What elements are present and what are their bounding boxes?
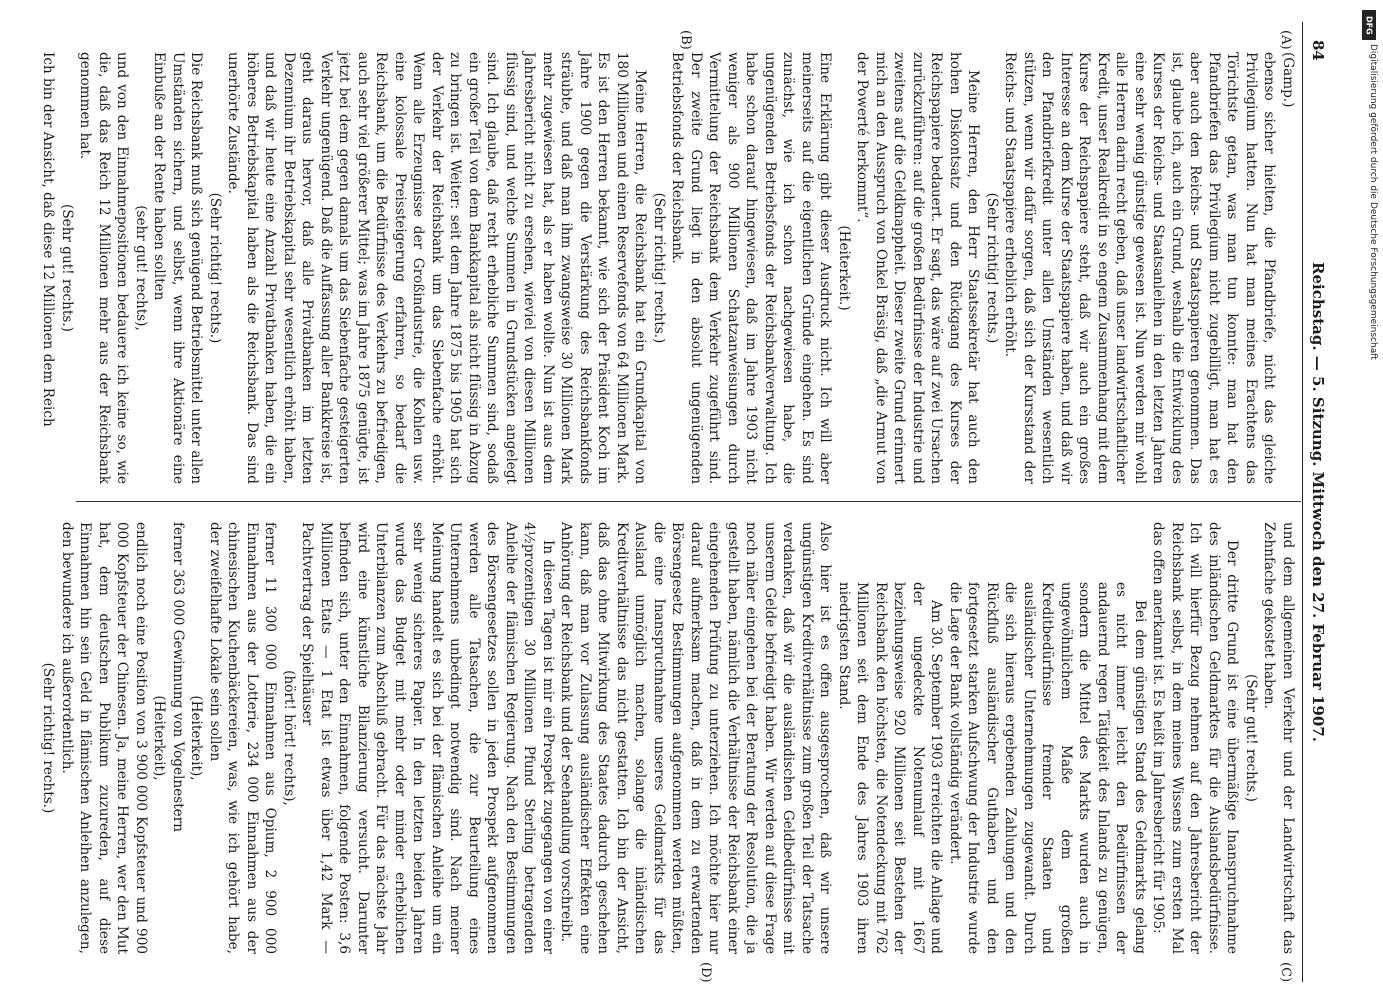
column-divider (76, 501, 1301, 502)
margin-marker-d: (D) (698, 962, 713, 983)
paragraph: endlich noch eine Position von 3 900 000 Kopfsteuer und 900 000 Kopfsteuer der Chinesen. Ja, meine Herren, wer den Mut hat, dem deutschen Publikum zuzureden, auf diese Einnahmen hin sein Geld in flämischen Anleihen anzulegen, den bewundere ich außerordentlich. (59, 522, 149, 954)
paragraph: Ich bin der Ansicht, daß diese 12 Millionen dem Reich (40, 52, 57, 427)
interjection: (Heiterkeit), (151, 695, 168, 781)
paragraph: Meine Herren, den Herr Staatssekretär hat auch den hohen Diskontsatz und den Rückgang des Kurses der Reichspapiere bedauert. Er sagt, das wäre auf zwei Ursachen zurückzuführen: auf die großen Bedürfnisse der Industrie und zweitens auf die Geldknappheit. Dieser zweite Grund erinnert mich an den Ausspruch von Onkel Bräsig, daß „die Armut von der Powerté herkommt“. (854, 52, 982, 484)
dfg-logo: DFG (1362, 10, 1376, 40)
page-title: Reichstag. — 5. Sitzung. Mittwoch den 27. Februar 1907. (1309, 262, 1327, 742)
dfg-sidebar (1360, 8, 1380, 998)
interjection: (sehr gut! rechts), (133, 205, 149, 331)
paragraph: Die Reichsbank muß sich genügend Betriebsmittel unter allen Umständen sichern, und selbst, wenn ihre Aktionäre eine Einbuße an der Rente haben sollten (151, 52, 205, 484)
margin-marker-a: (A) (1278, 30, 1293, 50)
paragraph: Also hier ist es offen ausgesprochen, daß wir unsere ungünstigen Kreditverhältnisse zum großen Teil der Tatsache verdanken, daß wir die ausländischen Geldbedürfnisse mit unserem Gelde befriedigt haben. Wir werden auf diese Frage noch näher eingehen bei der Beratung der Resolution, die ja gestellt haben, nämlich die Verhältnisse der Reichsbank einer eingehenden Prüfung zu unterziehen. Ich möchte hier nur darauf aufmerksam machen, daß in dem zu erwartenden Börsengesetz Bestimmungen aufgenommen werden müßten, die eine Inanspruchnahme unseres Geldmarkts für das Ausland unmöglich machen, solange die inländischen Kreditverhältnisse das nicht gestatten. Ich bin der Ansicht, daß das ohne Mitwirkung des Staates dadurch geschehen kann, daß man vor Zulassung ausländischer Effekten eine Anhörung der Reichsbank und der Seehandlung vorschreibt. (558, 522, 834, 954)
paragraph: Meine Herren, die Reichsbank hat ein Grundkapital von 180 Millionen und einen Reservefonds von 64 Millionen Mark. Es ist den Herren bekannt, wie sich der Präsident Koch im Jahre 1900 gegen die Verstärkung des Reichsbankfonds sträubte, und daß man ihm zwangsweise 30 Millionen Mark mehr zugewiesen hat, als er haben wollte. Nun ist aus dem Jahresbericht nicht zu ersehen, wieviel von diesen Millionen flüssig sind, und welche Summen in Grundstücken angelegt sind. Ich glaube, daß recht erhebliche Summen sind, sodaß ein großer Teil von dem Bankkapital als nicht flüssig in Abzug zu bringen ist. Weiter: seit dem Jahre 1875 bis 1905 hat sich der Verkehr der Reichsbank um das Siebenfache erhöht. Wenn alle Erzeugnisse der Großindustrie, die Kohlen usw. eine kolossale Preissteigerung erfahren, so bedarf die Reichsbank, um die Bedürfnisse des Verkehrs zu befriedigen, auch sehr viel größerer Mittel; was im Jahre 1875 genügte, ist jetzt bei dem gegen damals um das Siebenfache gesteigerten Verkehr ungenügend. Daß die Auffassung aller Bankkreise ist, geht daraus hervor, daß alle Privatbanken im letzten Dezennium ihr Betriebskapital sehr wesentlich erhöht haben, und daß wir heute eine Anzahl Privatbanken haben, die ein höheres Betriebskapital haben als die Reichsbank. Das sind unerhörte Zustände. (225, 52, 649, 484)
newspaper-page (33, 22, 1333, 982)
interjection: (Sehr richtig! rechts.) (207, 192, 223, 344)
interjection: (Heiterkeit), (188, 695, 205, 781)
interjection: (Heiterkeit.) (836, 225, 852, 311)
paragraph: ebenso sicher hielten, die Pfandbriefe, nicht das gleiche Privilegium hatten. Nun hat man meines Erachtens das Törichtste getan, was man tun konnte: man hat den Pfandbriefen das Privilegium nicht zugebilligt, man hat es aber auch den Reichs- und Staatspapieren genommen. Das ist, glaube ich, auch ein Grund, weshalb die Entwicklung des Kurses der Reichs- und Staatsanleihen in den letzten Jahren eine sehr wenig günstige gewesen ist. Nun werden mir wohl alle Herren darin recht geben, daß unser landwirtschaftlicher Kredit, unser Realkredit in so engem Zusammenhang mit dem Kurse der Reichspapiere steht, daß wir auch ein großes Interesse an dem Kurse der Staatspapiere haben, und daß wir den Pfandbriefkredit unter allen Umständen wesentlich stützen, wenn wir dafür sorgen, daß sich der Kursstand der Reichs- und Staatspapiere erheblich erhöht. (1002, 52, 1278, 484)
dfg-funding-notice: Digitalisierung gefördert durch die Deutsche Forschungsgemeinschaft (1368, 44, 1378, 360)
margin-marker-c: (C) (1278, 962, 1293, 983)
paragraph: Am 30. September 1903 erreichten die Anlage und der ungedeckte Notenumlauf mit 1667 beziehungsweise 920 Millionen seit Bestehen der Reichsbank den höchsten, die Notendeckung mit 762 Millionen seit dem Ende des Jahres 1903 ihren niedrigsten Stand. (836, 582, 945, 954)
paragraph: ferner 11 300 000 Einnahmen aus Opium, 2 900 000 Einnahmen aus der Lotterie, 234 000 Einnahmen aus der chinesischen Kuchenbäckereien, was, wie ich gehört habe, der zweifelhafte Lokale sein sollen (207, 522, 279, 954)
paragraph: Bei dem günstigen Stand des Geldmarkts gelang es nicht immer leicht den Bedürfnissen der andauernd regen Tätigkeit des Inlands zu genügen, sondern die Mittel des Markts wurden auch in ungewöhnlichem Maße dem großen Kreditbedürfnisse fremder Staaten und ausländischer Unternehmungen zugewandt. Durch die sich hieraus ergebenden Zahlungen und den Rückfluß ausländischer Guthaben und den fortgesetzt starken Aufschwung der Industrie wurde die Lage der Bank vollständig verändert. (947, 582, 1148, 954)
paragraph: und von den Einnahmepositionen bedauere ich keine so, wie die, daß das Reich 12 Millionen mehr aus der Reichsbank genommen hat. (77, 52, 131, 484)
interjection: (Sehr gut! rechts.) (1243, 674, 1259, 802)
interjection: (Sehr richtig! rechts.) (651, 192, 667, 344)
paragraph: Der dritte Grund ist eine übermäßige Inanspruchnahme des inländischen Geldmarktes für die Auslandsbedürfnisse. Ich will hierfür Bezug nehmen auf den Jahresbericht der Reichsbank selbst, in dem meines Wissens zum ersten Mal das offen anerkannt ist. Es heißt im Jahresbericht für 1905: (1150, 522, 1241, 954)
paragraph: und dem allgemeinen Verkehr und der Landwirtschaft das Zehnfache gekostet haben. (1261, 522, 1296, 954)
interjection: (Sehr richtig! rechts.) (40, 662, 57, 814)
paragraph: Eine Erklärung gibt dieser Ausdruck nicht. Ich will aber meinerseits auf die eigentlichen Gründe eingehen. Es sind zunächst, wie ich schon nachgewiesen habe, die ungenügenden Betriebsfonds der Reichsbankverwaltung. Ich habe schon darauf hingewiesen, daß im Jahre 1903 nicht weniger als 900 Millionen Schatzanweisungen durch Vermittelung der Reichsbank dem Verkehr zugeführt sind. Der zweite Grund liegt in den absolut ungenügenden Betriebsfonds der Reichsbank. (669, 52, 834, 484)
paragraph: ferner 363 000 Gewinnung von Vogelnestern (170, 522, 186, 832)
page-number: 84 (1309, 40, 1327, 61)
paragraph: In diesen Tagen ist mir ein Prospekt zugegangen von einer 4½prozentigen 30 Millionen Pfund Sterling betragenden Anleihe der flämischen Regierung. Nach den Bestimmungen des Börsengesetzes sollen in jeden Prospekt aufgenommen werden alle Tatsachen, die zur Beurteilung eines Unternehmens unbedingt notwendig sind. Nach meiner Meinung handelt es sich bei der flämischen Anleihe um ein sehr wenig sicheres Papier. In den letzten beiden Jahren wurde das Budget mit mehr oder minder erheblichen Unterbilanzen zum Abschluß gebracht. Für das nächste Jahr wird eine künstliche Bilanzierung versucht. Darunter befinden sich, unter den Einnahmen, folgende Posten: 3,6 Millionen Etats — 1 Etat ist etwas über 1,42 Mark — Pachtvertrag der Spielhäuser (299, 522, 556, 954)
interjection: (Sehr gut! rechts.) (59, 204, 75, 332)
paragraph: (Gamp.) (1280, 52, 1296, 108)
page-header (1302, 22, 1333, 982)
left-text-column (40, 52, 1297, 484)
margin-marker-b: (B) (678, 30, 693, 50)
right-text-column (40, 522, 1297, 954)
interjection: (hört! hört! rechts), (281, 670, 297, 806)
interjection: (Sehr richtig! rechts.) (984, 192, 1000, 344)
